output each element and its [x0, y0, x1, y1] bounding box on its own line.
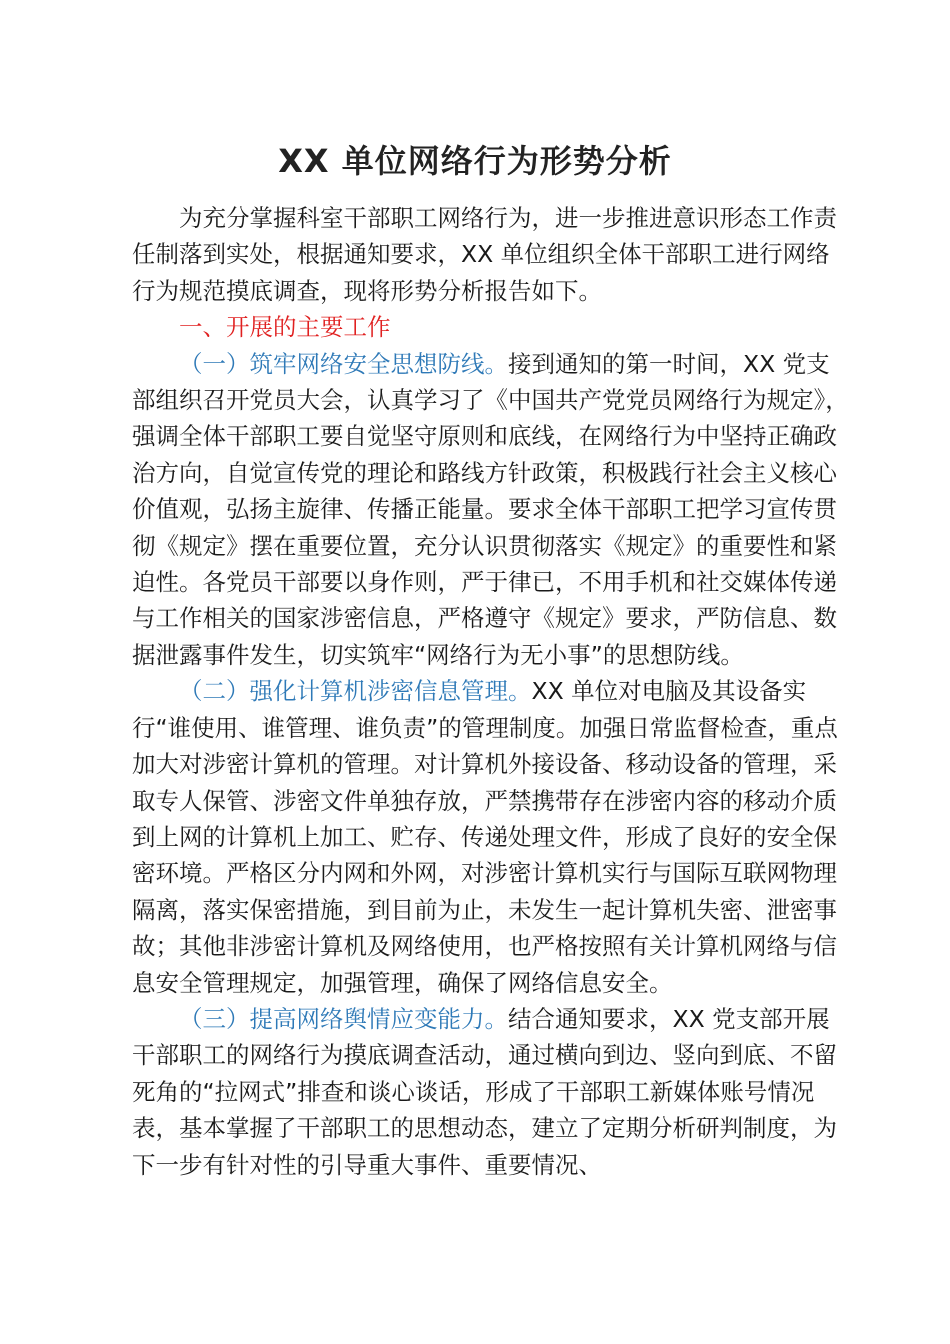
item-paragraph-1 [132, 346, 850, 674]
item-heading-2: （二）强化计算机涉密信息管理。 [179, 677, 532, 706]
item-heading-3: （三）提高网络舆情应变能力。 [179, 1004, 508, 1033]
item-paragraph-2 [132, 673, 850, 1001]
item-heading-1: （一）筑牢网络安全思想防线。 [179, 349, 508, 378]
document-body [132, 200, 850, 1183]
item-body-2: XX 单位对电脑及其设备实行“谁使用、谁管理、谁负责”的管理制度。加强日常监督检查，重点加大对涉密计算机的管理。对计算机外接设备、移动设备的管理，采取专人保管、涉密文件单独存放，严禁携带存在涉密内容的移动介质到上网的计算机上加工、贮存、传递处理文件，形成了良好的安全保密环境。严格区分内网和外网，对涉密计算机实行与国际互联网物理隔离，落实保密措施，到目前为止，未发生一起计算机失密、泄密事故；其他非涉密计算机及网络使用，也严格按照有关计算机网络与信息安全管理规定，加强管理，确保了网络信息安全。 [132, 677, 838, 997]
item-paragraph-3 [132, 1001, 850, 1183]
document-title: XX 单位网络行为形势分析 [278, 142, 672, 180]
item-body-3: 结合通知要求，XX 党支部开展干部职工的网络行为摸底调查活动，通过横向到边、竖向到底、不留死角的“拉网式”排查和谈心谈话，形成了干部职工新媒体账号情况表，基本掌握了干部职工的思想动态，建立了定期分析研判制度，为下一步有针对性的引导重大事件、重要情况、 [132, 1004, 837, 1179]
intro-paragraph: 为充分掌握科室干部职工网络行为，进一步推进意识形态工作责任制落到实处，根据通知要求，XX 单位组织全体干部职工进行网络行为规范摸底调查，现将形势分析报告如下。 [132, 204, 837, 305]
item-body-1: 接到通知的第一时间，XX 党支部组织召开党员大会，认真学习了《中国共产党党员网络行为规定》，强调全体干部职工要自觉坚守原则和底线，在网络行为中坚持正确政治方向，自觉宣传党的理论和路线方针政策，积极践行社会主义核心价值观，弘扬主旋律、传播正能量。要求全体干部职工把学习宣传贯彻《规定》摆在重要位置，充分认识贯彻落实《规定》的重要性和紧迫性。各党员干部要以身作则，严于律已，不用手机和社交媒体传递与工作相关的国家涉密信息，严格遵守《规定》要求，严防信息、数据泄露事件发生，切实筑牢“网络行为无小事”的思想防线。 [132, 349, 849, 669]
section-heading-main-work: 一、开展的主要工作 [179, 313, 391, 342]
